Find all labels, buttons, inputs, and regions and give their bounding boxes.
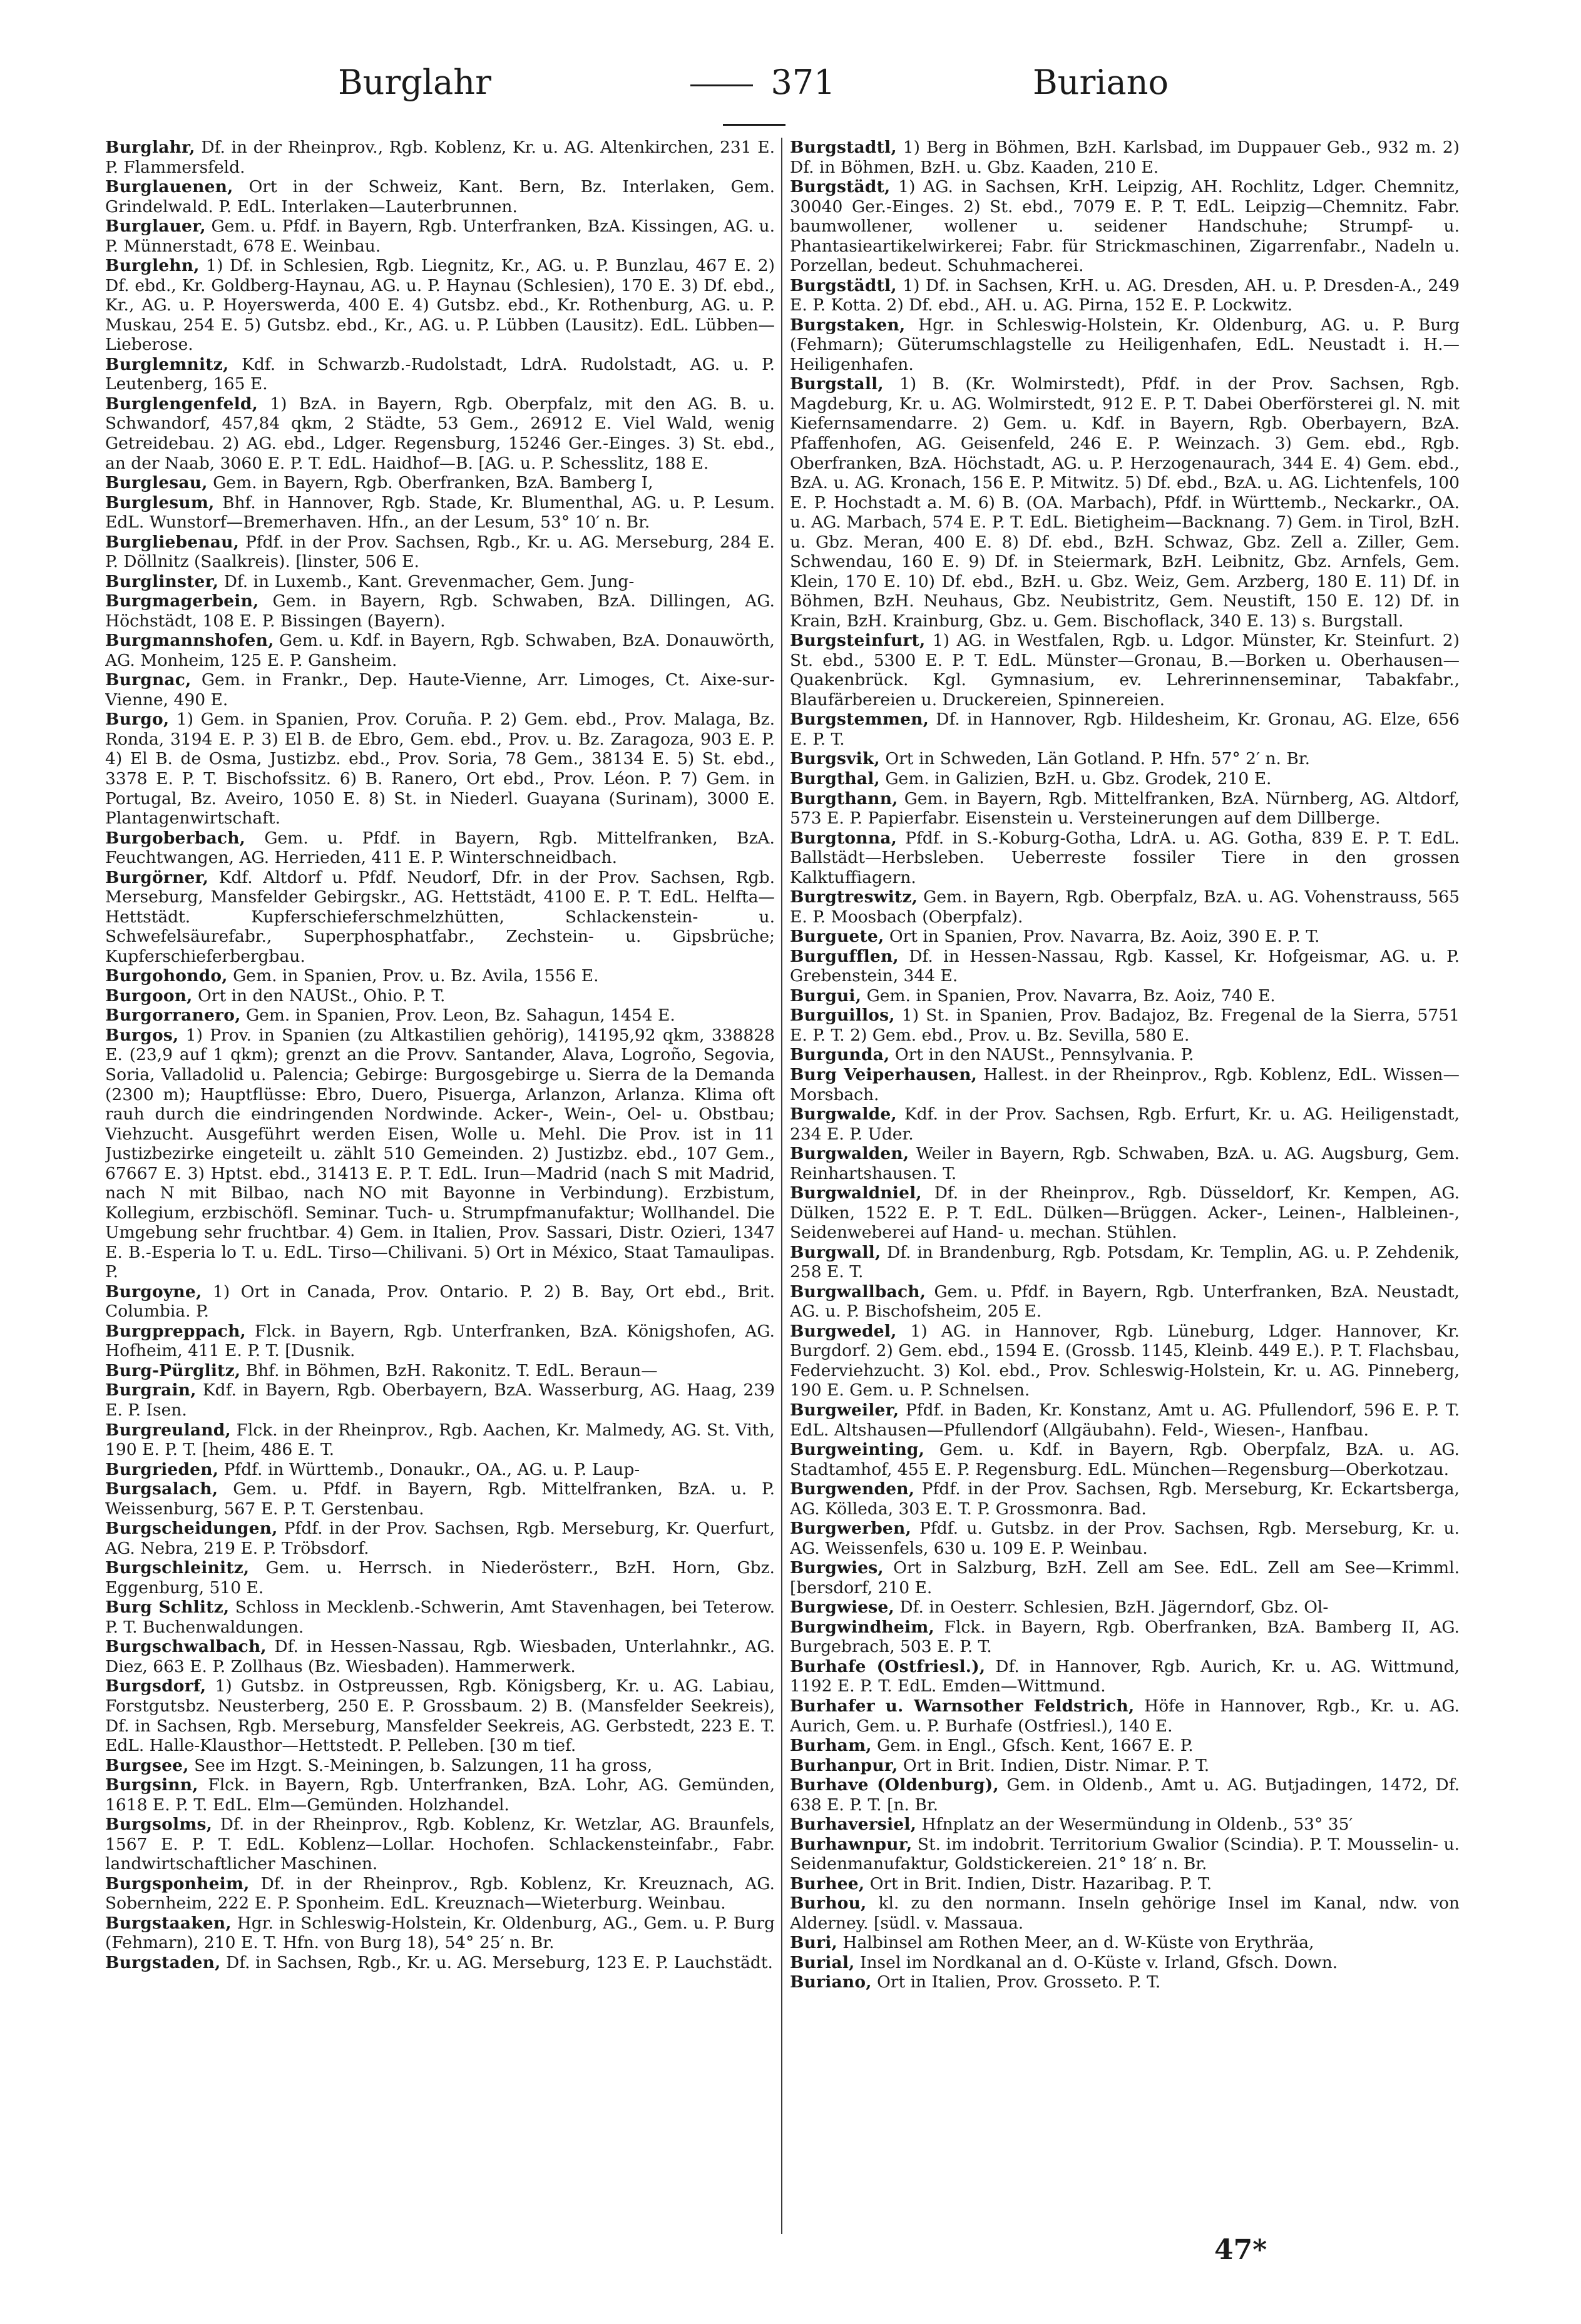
entry-headword: Burgstemmen, <box>790 710 929 730</box>
entry-text: Gem. u. Pfdf. in Bayern, Rgb. Mittelfranken, BzA. u. P. Weissenburg, 567 E. P. T. Gerstenbau. <box>105 1479 775 1519</box>
entry-text: Hgr. in Schleswig-Holstein, Kr. Oldenburg, AG., Gem. u. P. Burg (Fehmarn), 210 E. T. Hfn. von Burg 18), 54° 25′ n. Br. <box>105 1913 775 1953</box>
gazetteer-entry <box>790 749 1460 769</box>
running-header <box>0 63 1581 119</box>
gazetteer-entry <box>105 572 775 592</box>
gazetteer-entry <box>790 887 1460 927</box>
entry-text: Gem. u. Herrsch. in Niederösterr., BzH. Horn, Gbz. Eggenburg, 510 E. <box>105 1558 775 1598</box>
entry-text: Ort in Brit. Indien, Distr. Hazaribag. P. T. <box>869 1873 1212 1893</box>
entry-text: Insel im Nordkanal an d. O-Küste v. Irland, Gfsch. Down. <box>860 1952 1338 1972</box>
entry-text: Kdf. in der Prov. Sachsen, Rgb. Erfurt, Kr. u. AG. Heiligenstadt, 234 E. P. Uder. <box>790 1104 1460 1144</box>
header-left-word: Burglahr <box>338 63 491 102</box>
entry-headword: Burgmagerbein, <box>105 591 259 611</box>
entry-text: 1) BzA. in Bayern, Rgb. Oberpfalz, mit den AG. B. u. Schwandorf, 457,84 qkm, 2 Städte, 53 Gem., 26912 E. Viel Wald, wenig Getreidebau. 2) AG. ebd., Ldger. Regensburg, 15246 Ger.-Einges. 3) St. ebd., an der Naab, 3060 E. P. T. EdL. Haidhof—B. [AG. u. P. Schesslitz, 188 E. <box>105 394 775 473</box>
entry-text: 1) AG. in Hannover, Rgb. Lüneburg, Ldger. Hannover, Kr. Burgdorf. 2) Gem. ebd., 1594 E. (Grossb. 1145, Kleinb. 449 E.). P. T. Flachsbau, Federviehzucht. 3) Kol. ebd., Prov. Schleswig-Holstein, Kr. u. AG. Pinneberg, 190 E. Gem. u. P. Schnelsen. <box>790 1321 1460 1400</box>
gazetteer-entry <box>790 1144 1460 1183</box>
entry-text: Bhf. in Böhmen, BzH. Rakonitz. T. EdL. Beraun— <box>245 1360 658 1380</box>
gazetteer-entry <box>790 1815 1460 1835</box>
entry-headword: Burgsalach, <box>105 1479 218 1499</box>
entry-text: Df. in Oesterr. Schlesien, BzH. Jägerndorf, Gbz. Ol- <box>899 1598 1329 1618</box>
entry-headword: Burgtonna, <box>790 828 898 848</box>
entry-headword: Burgufflen, <box>790 946 899 966</box>
entry-headword: Burgo, <box>105 710 170 730</box>
gazetteer-entry <box>105 177 775 217</box>
gazetteer-entry <box>790 1006 1460 1045</box>
header-right-word: Buriano <box>1033 63 1169 102</box>
entry-headword: Burgwenden, <box>790 1479 915 1499</box>
entry-headword: Burglauer, <box>105 217 206 237</box>
entry-headword: Burgohondo, <box>105 966 228 986</box>
entry-text: Hallest. in der Rheinprov., Rgb. Koblenz, EdL. Wissen—Morsbach. <box>790 1064 1460 1104</box>
entry-text: Pfdf. in der Prov. Sachsen, Rgb. Merseburg, Kr. Eckartsberga, AG. Kölleda, 303 E. T. P. Grossmonra. Bad. <box>790 1479 1460 1519</box>
entry-text: 1) AG. in Sachsen, KrH. Leipzig, AH. Rochlitz, Ldger. Chemnitz, 30040 Ger.-Einges. 2) St. ebd., 7079 E. P. T. EdL. Leipzig—Chemnitz. Fabr. baumwollener, wollener u. seidener Handschuhe; Strumpf- u. Phantasieartikelwirkerei; Fabr. für Strickmaschinen, Zigarrenfabr., Nadeln u. Porzellan, bedeut. Schuhmacherei. <box>790 177 1460 276</box>
entry-text: Gem. in Frankr., Dep. Haute-Vienne, Arr. Limoges, Ct. Aixe-sur-Vienne, 490 E. <box>105 670 775 710</box>
entry-text: Gem. in Oldenb., Amt u. AG. Butjadingen, 1472, Df. 638 E. P. T. [n. Br. <box>790 1775 1460 1815</box>
entry-text: Gem. in Bayern, Rgb. Oberfranken, BzA. Bamberg I, <box>213 473 653 493</box>
entry-headword: Burgui, <box>790 986 862 1006</box>
gazetteer-entry <box>790 276 1460 315</box>
gazetteer-entry <box>105 1361 775 1381</box>
entry-headword: Burglesum, <box>105 492 215 512</box>
entry-text: Halbinsel am Rothen Meer, an d. W-Küste von Erythräa, <box>842 1933 1314 1953</box>
entry-headword: Burhave (Oldenburg), <box>790 1775 999 1795</box>
gazetteer-entry <box>790 1696 1460 1736</box>
entry-headword: Burg Schlitz, <box>105 1598 230 1618</box>
entry-headword: Burgoon, <box>105 986 193 1006</box>
gazetteer-entry <box>790 1736 1460 1756</box>
entry-headword: Burgreuland, <box>105 1420 231 1440</box>
entry-text: 1) Gem. in Spanien, Prov. Coruña. P. 2) Gem. ebd., Prov. Malaga, Bz. Ronda, 3194 E. P. 3) El B. de Ebro, Gem. ebd., Prov. u. Bz. Zaragoza, 903 E. P. 4) El B. de Osma, Justizbz. ebd., Prov. Soria, 78 Gem., 38134 E. 5) St. ebd., 3378 E. P. T. Bischofssitz. 6) B. Ranero, Ort ebd., Prov. Léon. P. 7) Gem. in Portugal, Bz. Aveiro, 1050 E. 8) St. in Niederl. Guayana (Surinam), 3000 E. Plantagenwirtschaft. <box>105 710 775 828</box>
gazetteer-entry <box>790 1756 1460 1776</box>
entry-headword: Burhou, <box>790 1893 867 1914</box>
gazetteer-entry <box>105 493 775 533</box>
entry-headword: Burhee, <box>790 1873 865 1893</box>
gazetteer-entry <box>790 1400 1460 1440</box>
gazetteer-entry <box>790 1972 1460 1992</box>
left-column <box>105 138 775 2278</box>
entry-text: Gem. in Bayern, Rgb. Mittelfranken, BzA. Nürnberg, AG. Altdorf, 573 E. P. Papierfabr. Eisenstein u. Versteinerungen auf dem Dillberge. <box>790 788 1460 828</box>
entry-headword: Burgmannshofen, <box>105 631 274 651</box>
gazetteer-entry <box>105 1815 775 1874</box>
entry-headword: Burgwall, <box>790 1242 881 1262</box>
entry-headword: Burgsvik, <box>790 749 880 769</box>
signature-mark: 47* <box>1214 2234 1267 2266</box>
entry-headword: Burglengenfeld, <box>105 394 258 414</box>
entry-headword: Burgstädtl, <box>790 275 897 295</box>
entry-text: Pfdf. u. Gutsbz. in der Prov. Sachsen, Rgb. Merseburg, Kr. u. AG. Weissenfels, 630 u. 109 E. P. Weinbau. <box>790 1519 1460 1558</box>
entry-headword: Burgwindheim, <box>790 1617 934 1637</box>
entry-text: Gem. in Bayern, Rgb. Schwaben, BzA. Dillingen, AG. Höchstädt, 108 E. P. Bissingen (Bayern). <box>105 591 775 631</box>
gazetteer-entry <box>105 1420 775 1460</box>
entry-text: Flck. in Bayern, Rgb. Oberfranken, BzA. Bamberg II, AG. Burgebrach, 503 E. P. T. <box>790 1617 1460 1657</box>
entry-text: Df. in Hessen-Nassau, Rgb. Kassel, Kr. Hofgeismar, AG. u. P. Grebenstein, 344 E. <box>790 946 1460 986</box>
entry-headword: Burham, <box>790 1736 872 1756</box>
entry-headword: Burgtreswitz, <box>790 887 918 907</box>
entry-text: Flck. in Bayern, Rgb. Unterfranken, BzA. Lohr, AG. Gemünden, 1618 E. P. T. EdL. Elm—Gemünden. Holzhandel. <box>105 1775 775 1815</box>
entry-headword: Burgnac, <box>105 670 192 690</box>
entry-text: Gem. u. Kdf. in Bayern, Rgb. Schwaben, BzA. Donauwörth, AG. Monheim, 125 E. P. Gansheim. <box>105 631 775 670</box>
entry-text: Ort in den NAUSt., Pennsylvania. P. <box>894 1045 1194 1065</box>
entry-headword: Burgwies, <box>790 1558 884 1578</box>
gazetteer-entry <box>105 966 775 986</box>
entry-text: 1) St. in Spanien, Prov. Badajoz, Bz. Fregenal de la Sierra, 5751 E. P. T. 2) Gem. ebd., Prov. u. Bz. Sevilla, 580 E. <box>790 1006 1460 1045</box>
entry-text: Kdf. Altdorf u. Pfdf. Neudorf, Dfr. in der Prov. Sachsen, Rgb. Merseburg, Mansfelder Gebirgskr., AG. Hettstädt, 4100 E. P. T. EdL. Helfta—Hettstädt. Kupferschieferschmelzhütten, Schlackenstein- u. Schwefelsäurefabr., Superphosphatfabr., Zechstein- u. Gipsbrüche; Kupferschieferbergbau. <box>105 867 775 966</box>
entry-headword: Burgos, <box>105 1025 179 1045</box>
entry-text: 1) Prov. in Spanien (zu Altkastilien gehörig), 14195,92 qkm, 338828 E. (23,9 auf 1 qkm); grenzt an die Provv. Santander, Alava, Logroño, Segovia, Soria, Valladolid u. Palencia; Gebirge: Burgosgebirge u. Sierra de la Demanda (2300 m); Hauptflüsse: Ebro, Duero, Pisuerga, Arlanzon, Arlanza. Klima oft rauh durch die eindringenden Nordwinde. Acker-, Wein-, Oel- u. Obstbau; Viehzucht. Ausgeführt werden Eisen, Wolle u. Mehl. Die Prov. ist in 11 Justizbezirke eingeteilt u. zählt 510 Gemeinden. 2) Justizbz. ebd., 107 Gem., 67667 E. 3) Hptst. ebd., 31413 E. P. T. EdL. Irun—Madrid (nach S mit Madrid, nach N mit Bilbao, nach NO mit Bayonne in Verbindung). Erzbistum, Kollegium, erzbischöfl. Seminar. Tuch- u. Strumpfmanufaktur; Wollhandel. Die Umgebung sehr fruchtbar. 4) Gem. in Italien, Prov. Sassari, Distr. Ozieri, 1347 E. B.-Esperia lo T. u. EdL. Tirso—Chilivani. 5) Ort in México, Staat Tamaulipas. P. <box>105 1025 775 1282</box>
entry-headword: Burgstaaken, <box>105 1913 232 1933</box>
gazetteer-entry <box>790 374 1460 631</box>
gazetteer-entry <box>790 927 1460 947</box>
entry-headword: Burgwedel, <box>790 1321 897 1341</box>
entry-text: Df. in der Rheinprov., Rgb. Koblenz, Kr. u. AG. Altenkirchen, 231 E. P. Flammersfeld. <box>105 138 775 177</box>
gazetteer-entry <box>105 355 775 394</box>
gazetteer-entry <box>105 1953 775 1973</box>
entry-headword: Burgsteinfurt, <box>790 631 926 651</box>
entry-headword: Burgsolms, <box>105 1815 213 1835</box>
gazetteer-entry <box>105 1479 775 1519</box>
entry-headword: Burglauenen, <box>105 177 233 197</box>
entry-headword: Burgschwalbach, <box>105 1637 267 1657</box>
entry-headword: Burgstaken, <box>790 315 906 335</box>
entry-text: Df. in der Rheinprov., Rgb. Koblenz, Kr. Kreuznach, AG. Sobernheim, 222 E. P. Sponheim. EdL. Kreuznach—Wieterburg. Weinbau. <box>105 1873 775 1914</box>
entry-headword: Burhanpur, <box>790 1755 898 1775</box>
entry-text: Gem. in Galizien, BzH. u. Gbz. Grodek, 210 E. <box>885 769 1272 788</box>
entry-headword: Burgscheidungen, <box>105 1519 278 1539</box>
entry-text: Pfdf. in S.-Koburg-Gotha, LdrA. u. AG. Gotha, 839 E. P. T. EdL. Ballstädt—Herbsleben. Ueberreste fossiler Tiere in den grossen Kalktuffiagern. <box>790 828 1460 887</box>
gazetteer-entry <box>105 670 775 710</box>
entry-text: 1) Berg in Böhmen, BzH. Karlsbad, im Duppauer Geb., 932 m. 2) Df. in Böhmen, BzH. u. Gbz. Kaaden, 210 E. <box>790 138 1460 177</box>
entry-text: Ort in Spanien, Prov. Navarra, Bz. Aoiz, 390 E. P. T. <box>889 927 1320 947</box>
gazetteer-entry <box>790 1657 1460 1696</box>
gazetteer-entry <box>105 710 775 828</box>
entry-text: Pfdf. in Baden, Kr. Konstanz, Amt u. AG. Pfullendorf, 596 E. P. T. EdL. Altshausen—Pfullendorf (Allgäubahn). Feld-, Wiesen-, Hanfbau. <box>790 1400 1460 1440</box>
gazetteer-entry <box>790 138 1460 177</box>
entry-headword: Burgoyne, <box>105 1282 202 1302</box>
entry-text: Gem. u. Kdf. in Bayern, Rgb. Oberpfalz, BzA. u. AG. Stadtamhof, 455 E. P. Regensburg. EdL. München—Regensburg—Oberkotzau. <box>790 1440 1460 1479</box>
gazetteer-entry <box>790 1282 1460 1322</box>
gazetteer-entry <box>790 1618 1460 1657</box>
entry-text: Ort in Italien, Prov. Grosseto. P. T. <box>877 1972 1161 1992</box>
gazetteer-entry <box>790 1322 1460 1400</box>
entry-headword: Burgsinn, <box>105 1775 198 1795</box>
gazetteer-entry <box>105 1676 775 1755</box>
entry-text: 1) Df. in Schlesien, Rgb. Liegnitz, Kr., AG. u. P. Bunzlau, 467 E. 2) Df. ebd., Kr. Goldberg-Haynau, AG. u. P. Haynau (Schlesien), 170 E. 3) Df. ebd., Kr., AG. u. P. Hoyerswerda, 400 E. 4) Gutsbz. ebd., Kr. Rothenburg, AG. u. P. Muskau, 254 E. 5) Gutsbz. ebd., Kr., AG. u. P. Lübben (Lausitz). EdL. Lübben—Lieberose. <box>105 256 775 355</box>
entry-text: See im Hzgt. S.-Meiningen, b. Salzungen, 11 ha gross, <box>194 1755 653 1775</box>
gazetteer-entry <box>105 394 775 473</box>
entry-text: Schloss in Mecklenb.-Schwerin, Amt Stavenhagen, bei Teterow. P. T. Buchenwaldungen. <box>105 1598 775 1637</box>
gazetteer-entry <box>790 1183 1460 1243</box>
gazetteer-entry <box>790 769 1460 789</box>
entry-headword: Burgrain, <box>105 1380 197 1400</box>
entry-headword: Burgweinting, <box>790 1440 925 1460</box>
entry-headword: Burgstadtl, <box>790 138 897 157</box>
gazetteer-entry <box>790 315 1460 375</box>
entry-headword: Burgliebenau, <box>105 532 240 552</box>
entry-text: Höfe in Hannover, Rgb., Kr. u. AG. Aurich, Gem. u. P. Burhafe (Ostfriesl.), 140 E. <box>790 1696 1460 1736</box>
gazetteer-entry <box>790 1479 1460 1519</box>
entry-text: Hfnplatz an der Wesermündung in Oldenb., 53° 35′ <box>921 1815 1353 1835</box>
header-rule-right <box>723 124 785 126</box>
entry-headword: Burgörner, <box>105 867 209 887</box>
gazetteer-entry <box>105 1874 775 1914</box>
header-page-number-group <box>632 63 876 141</box>
gazetteer-entry <box>790 1598 1460 1618</box>
gazetteer-entry <box>105 138 775 177</box>
entry-headword: Burial, <box>790 1952 855 1972</box>
entry-text: Gem. in Bayern, Rgb. Oberpfalz, BzA. u. AG. Vohenstrauss, 565 E. P. Moosbach (Oberpfalz). <box>790 887 1460 927</box>
entry-headword: Buri, <box>790 1933 837 1953</box>
gazetteer-entry <box>790 1835 1460 1874</box>
entry-text: 1) Gutsbz. in Ostpreussen, Rgb. Königsberg, Kr. u. AG. Labiau, Forstgutsbz. Neusterberg, 250 E. P. Grossbaum. 2) B. (Mansfelder Seekreis), Df. in Sachsen, Rgb. Merseburg, Mansfelder Seekreis, AG. Gerbstedt, 223 E. T. EdL. Halle-Klausthor—Hettstedt. P. Pelleben. [30 m tief. <box>105 1676 775 1756</box>
entry-headword: Burguillos, <box>790 1006 895 1026</box>
entry-headword: Burgwalde, <box>790 1104 897 1124</box>
entry-text: Ort in Schweden, Län Gotland. P. Hfn. 57° 2′ n. Br. <box>885 749 1311 769</box>
entry-text: Gem. in Spanien, Prov. Leon, Bz. Sahagun, 1454 E. <box>245 1006 675 1026</box>
gazetteer-entry <box>105 631 775 670</box>
entry-headword: Burgrieden, <box>105 1459 219 1479</box>
entry-text: Pfdf. in der Prov. Sachsen, Rgb., Kr. u. AG. Merseburg, 284 E. P. Döllnitz (Saalkreis). [linster, 506 E. <box>105 532 775 572</box>
entry-text: Ort in den NAUSt., Ohio. P. T. <box>198 986 446 1006</box>
entry-text: Pfdf. in der Prov. Sachsen, Rgb. Merseburg, Kr. Querfurt, AG. Nebra, 219 E. P. Tröbsdorf. <box>105 1519 775 1558</box>
gazetteer-entry <box>790 828 1460 888</box>
entry-headword: Burgwallbach, <box>790 1282 926 1302</box>
entry-headword: Burgsee, <box>105 1755 189 1775</box>
gazetteer-entry <box>790 1953 1460 1973</box>
gazetteer-entry <box>790 1065 1460 1104</box>
entry-headword: Burgthal, <box>790 769 880 788</box>
entry-text: Gem. u. Pfdf. in Bayern, Rgb. Mittelfranken, BzA. Feuchtwangen, AG. Herrieden, 411 E. P. Winterschneidbach. <box>105 828 775 868</box>
header-rule-left <box>690 84 753 86</box>
gazetteer-entry <box>790 947 1460 986</box>
entry-text: Gem. u. Pfdf. in Bayern, Rgb. Unterfranken, BzA. Kissingen, AG. u. P. Münnerstadt, 678 E. Weinbau. <box>105 217 775 256</box>
entry-text: Df. in Hessen-Nassau, Rgb. Wiesbaden, Unterlahnkr., AG. Diez, 663 E. P. Zollhaus (Bz. Wiesbaden). Hammerwerk. <box>105 1637 775 1676</box>
gazetteer-entry <box>105 217 775 256</box>
entry-headword: Burglinster, <box>105 571 219 591</box>
entry-text: Ort in Salzburg, BzH. Zell am See. EdL. Zell am See—Krimml. [bersdorf, 210 E. <box>790 1558 1460 1598</box>
gazetteer-entry <box>105 1460 775 1480</box>
gazetteer-entry <box>790 1440 1460 1479</box>
entry-text: Gem. in Engl., Gfsch. Kent, 1667 E. P. <box>877 1736 1194 1756</box>
gazetteer-entry <box>105 1914 775 1953</box>
entry-headword: Burgunda, <box>790 1045 890 1065</box>
entry-headword: Burgschleinitz, <box>105 1558 250 1578</box>
entry-text: 1) B. (Kr. Wolmirstedt), Pfdf. in der Prov. Sachsen, Rgb. Magdeburg, Kr. u. AG. Wolmirstedt, 912 E. P. T. Dabei Oberförsterei gl. N. mit Kiefernsamendarre. 2) Gem. u. Kdf. in Bayern, Rgb. Oberbayern, BzA. Pfaffenhofen, AG. Geisenfeld, 246 E. P. Weinzach. 3) Gem. ebd., Rgb. Oberfranken, BzA. Höchstadt, AG. u. P. Herzogenaurach, 344 E. 4) Gem. ebd., BzA. u. AG. Kronach, 156 E. P. Mitwitz. 5) Df. ebd., BzA. u. AG. Lichtenfels, 100 E. P. Hochstadt a. M. 6) B. (OA. Marbach), Pfdf. in Württemb., Neckarkr., OA. u. AG. Marbach, 574 E. P. T. EdL. Bietigheim—Backnang. 7) Gem. in Tirol, BzH. u. Gbz. Meran, 400 E. 8) Df. ebd., BzH. Schwaz, Gbz. Zell a. Ziller, Gem. Schwendau, 160 E. 9) Df. in Steiermark, BzH. Leibnitz, Gbz. Arnfels, Gem. Klein, 170 E. 10) Df. ebd., BzH. u. Gbz. Weiz, Gem. Arzberg, 180 E. 11) Df. in Böhmen, BzH. Neuhaus, Gbz. Neubistritz, Gem. Neustift, 150 E. 12) Df. in Krain, BzH. Krainburg, Gbz. u. Gem. Bischoflack, 340 E. 13) s. Burgstall. <box>790 374 1460 631</box>
column-divider <box>781 138 782 2234</box>
entry-headword: Burgstaden, <box>105 1952 221 1972</box>
gazetteer-entry <box>105 1026 775 1282</box>
entry-headword: Burglahr, <box>105 138 195 157</box>
gazetteer-entry <box>105 1380 775 1420</box>
right-column <box>790 138 1460 2278</box>
gazetteer-entry <box>105 1519 775 1558</box>
entry-text: Ort in der Schweiz, Kant. Bern, Bz. Interlaken, Gem. Grindelwald. P. EdL. Interlaken—Lauterbrunnen. <box>105 177 775 217</box>
entry-headword: Burgsdorf, <box>105 1676 207 1696</box>
entry-text: Df. in der Rheinprov., Rgb. Koblenz, Kr. Wetzlar, AG. Braunfels, 1567 E. P. T. EdL. Koblenz—Lollar. Hochofen. Schlackensteinfabr., Fabr. landwirtschaftlicher Maschinen. <box>105 1815 775 1874</box>
gazetteer-entry <box>105 1282 775 1322</box>
entry-text: St. im indobrit. Territorium Gwalior (Scindia). P. T. Mousselin- u. Seidenmanufaktur, Goldstickereien. 21° 18′ n. Br. <box>790 1834 1460 1874</box>
entry-headword: Burgstall, <box>790 374 884 394</box>
entry-headword: Burgoberbach, <box>105 828 246 848</box>
entry-headword: Burgsponheim, <box>105 1873 250 1893</box>
entry-text: Hgr. in Schleswig-Holstein, Kr. Oldenburg, AG. u. P. Burg (Fehmarn); Güterumschlagstelle zu Heiligenhafen, EdL. Neustadt i. H.—Heiligenhafen. <box>790 315 1460 374</box>
entry-headword: Burgweiler, <box>790 1400 899 1420</box>
entry-text: Kdf. in Bayern, Rgb. Oberbayern, BzA. Wasserburg, AG. Haag, 239 E. P. Isen. <box>105 1380 775 1420</box>
entry-text: 1) Ort in Canada, Prov. Ontario. P. 2) B. Bay, Ort ebd., Brit. Columbia. P. <box>105 1282 775 1322</box>
gazetteer-entry <box>790 1874 1460 1894</box>
gazetteer-entry <box>790 1104 1460 1144</box>
entry-headword: Burglehn, <box>105 256 200 276</box>
gazetteer-entry <box>790 1045 1460 1065</box>
entry-text: Kdf. in Schwarzb.-Rudolstadt, LdrA. Rudolstadt, AG. u. P. Leutenberg, 165 E. <box>105 354 775 394</box>
gazetteer-entry <box>105 986 775 1006</box>
entry-text: Df. in der Rheinprov., Rgb. Düsseldorf, Kr. Kempen, AG. Dülken, 1522 E. P. T. EdL. Dülken—Brüggen. Acker-, Leinen-, Halbleinen-, Seidenweberei auf Hand- u. mechan. Stühlen. <box>790 1183 1460 1243</box>
entry-text: Gem. in Spanien, Prov. u. Bz. Avila, 1556 E. <box>233 966 599 986</box>
entry-text: Flck. in der Rheinprov., Rgb. Aachen, Kr. Malmedy, AG. St. Vith, 190 E. P. T. [heim, 486 E. T. <box>105 1420 775 1460</box>
entry-headword: Burg-Pürglitz, <box>105 1360 241 1380</box>
gazetteer-entry <box>105 1756 775 1776</box>
gazetteer-entry <box>105 828 775 868</box>
entry-text: Pfdf. in Württemb., Donaukr., OA., AG. u. P. Laup- <box>223 1459 640 1479</box>
gazetteer-entry <box>790 177 1460 276</box>
gazetteer-entry <box>105 256 775 355</box>
entry-headword: Burgpreppach, <box>105 1321 246 1341</box>
gazetteer-entry <box>105 1775 775 1815</box>
gazetteer-entry <box>790 986 1460 1006</box>
entry-text: Bhf. in Hannover, Rgb. Stade, Kr. Blumenthal, AG. u. P. Lesum. EdL. Wunstorf—Bremerhaven. Hfn., an der Lesum, 53° 10′ n. Br. <box>105 492 775 533</box>
entry-headword: Burgwiese, <box>790 1598 894 1618</box>
entry-headword: Burgstädt, <box>790 177 891 197</box>
entry-text: Df. in Luxemb., Kant. Grevenmacher, Gem. Jung- <box>223 571 635 591</box>
entry-headword: Burhawnpur, <box>790 1834 913 1854</box>
gazetteer-entry <box>105 1598 775 1637</box>
gazetteer-entry <box>790 1243 1460 1282</box>
gazetteer-entry <box>790 1519 1460 1558</box>
entry-headword: Burgwerben, <box>790 1519 911 1539</box>
entry-text: Df. in Hannover, Rgb. Hildesheim, Kr. Gronau, AG. Elze, 656 E. P. T. <box>790 710 1460 749</box>
gazetteer-entry <box>790 710 1460 749</box>
entry-text: 1) AG. in Westfalen, Rgb. u. Ldgor. Münster, Kr. Steinfurt. 2) St. ebd., 5300 E. P. T. EdL. Münster—Gronau, B.—Borken u. Oberhausen—Quakenbrück. Kgl. Gymnasium, ev. Lehrerinnenseminar, Tabakfabr., Blaufärbereien u. Druckereien, Spinnereien. <box>790 631 1460 710</box>
entry-headword: Burgwalden, <box>790 1144 909 1164</box>
gazetteer-entry <box>105 1006 775 1026</box>
entry-text: Df. in Sachsen, Rgb., Kr. u. AG. Merseburg, 123 E. P. Lauchstädt. <box>226 1952 773 1972</box>
entry-headword: Burgorranero, <box>105 1006 241 1026</box>
gazetteer-entry <box>790 631 1460 710</box>
entry-text: Ort in Brit. Indien, Distr. Nimar. P. T. <box>903 1755 1210 1775</box>
entry-headword: Burgwaldniel, <box>790 1183 922 1203</box>
entry-headword: Buriano, <box>790 1972 872 1992</box>
entry-text: Df. in Hannover, Rgb. Aurich, Kr. u. AG. Wittmund, 1192 E. P. T. EdL. Emden—Wittmund. <box>790 1656 1460 1696</box>
entry-text: Gem. u. Pfdf. in Bayern, Rgb. Unterfranken, BzA. Neustadt, AG. u. P. Bischofsheim, 205 E. <box>790 1282 1460 1322</box>
gazetteer-entry <box>790 789 1460 828</box>
gazetteer-entry <box>105 533 775 572</box>
entry-text: Weiler in Bayern, Rgb. Schwaben, BzA. u. AG. Augsburg, Gem. Reinhartshausen. T. <box>790 1144 1460 1183</box>
gazetteer-entry <box>790 1558 1460 1598</box>
entry-text: 1) Df. in Sachsen, KrH. u. AG. Dresden, AH. u. P. Dresden-A., 249 E. P. Kotta. 2) Df. ebd., AH. u. AG. Pirna, 152 E. P. Lockwitz. <box>790 275 1460 315</box>
gazetteer-entry <box>790 1775 1460 1815</box>
entry-headword: Burglesau, <box>105 473 208 493</box>
entry-headword: Burgthann, <box>790 788 898 808</box>
gazetteer-entry <box>105 473 775 493</box>
entry-headword: Burhaversiel, <box>790 1815 917 1835</box>
entry-text: kl. zu den normann. Inseln gehörige Insel im Kanal, ndw. von Alderney. [südl. v. Massaua. <box>790 1893 1460 1933</box>
entry-text: Df. in Brandenburg, Rgb. Potsdam, Kr. Templin, AG. u. P. Zehdenik, 258 E. T. <box>790 1242 1460 1282</box>
gazetteer-entry <box>105 1322 775 1361</box>
entry-headword: Burhafe (Ostfriesl.), <box>790 1656 986 1676</box>
gazetteer-entry <box>790 1933 1460 1953</box>
header-page-number: 371 <box>770 63 836 102</box>
entry-headword: Burglemnitz, <box>105 354 229 374</box>
gazetteer-entry <box>105 868 775 967</box>
gazetteer-entry <box>105 1637 775 1676</box>
entry-headword: Burhafer u. Warnsother Feldstrich, <box>790 1696 1135 1716</box>
gazetteer-entry <box>105 1558 775 1598</box>
entry-headword: Burguete, <box>790 927 884 947</box>
gazetteer-entry <box>105 591 775 631</box>
entry-headword: Burg Veiperhausen, <box>790 1064 978 1084</box>
gazetteer-entry <box>790 1893 1460 1933</box>
entry-text: Gem. in Spanien, Prov. Navarra, Bz. Aoiz, 740 E. <box>866 986 1276 1006</box>
entry-text: Flck. in Bayern, Rgb. Unterfranken, BzA. Königshofen, AG. Hofheim, 411 E. P. T. [Dusnik. <box>105 1321 775 1361</box>
